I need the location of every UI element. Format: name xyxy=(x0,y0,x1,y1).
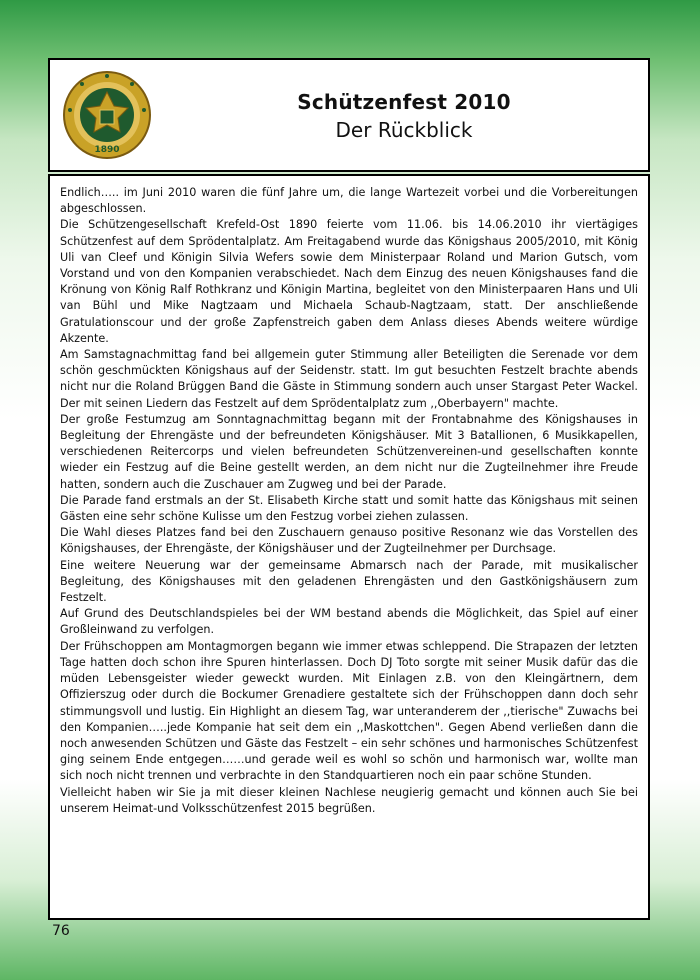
paragraph: Endlich….. im Juni 2010 waren die fünf Jahre um, die lange Wartezeit vorbei und die Vorbereitungen abgeschlossen. xyxy=(60,186,638,216)
paragraph: Auf Grund des Deutschlandspieles bei der WM bestand abends die Möglichkeit, das Spiel auf einer Großleinwand zu verfolgen. xyxy=(60,607,638,637)
page-title: Schützenfest 2010 xyxy=(297,90,511,114)
paragraph: Der große Festumzug am Sonntagnachmittag begann mit der Frontabnahme des Königshauses in Begleitung der Ehrengäste und der befreundeten Königshäuser. Mit 3 Batallionen, 6 Musikkapellen, verschiedenen Reitercorps und vielen befreundeten Schützenvereinen-und gesellschaften konnte wieder ein Festzug auf die Beine gestellt werden, an dem nicht nur die Zugteilnehmer ihre Freude hatten, sondern auch die Zuschauer am Zugweg und bei der Parade. xyxy=(60,412,638,491)
paragraph: Die Schützengesellschaft Krefeld-Ost 1890 feierte vom 11.06. bis 14.06.2010 ihr viertägiges Schützenfest auf dem Sprödentalplatz. Am Freitagabend wurde das Königshaus 2005/2010, mit König Uli van Cleef und Königin Silvia Wefers sowie dem Ministerpaar Roland und Marion Gutsch, vom Vorstand und von den Kompanien verabschiedet. Nach dem Einzug des neuen Königshauses fand die Krönung von König Ralf Rothkranz und Königin Martina, begleitet von den Ministerpaaren Hans und Uli van Bühl und Mike Nagtzaam und Michaela Schaub-Nagtzaam, statt. Der anschließende Gratulationscour und der große Zapfenstreich gaben dem Anlass dieses Abends weitere würdige Akzente. xyxy=(60,218,638,345)
paragraph: Am Samstagnachmittag fand bei allgemein guter Stimmung aller Beteiligten die Serenade vor dem schön geschmückten Königshaus auf der Seidenstr. statt. Im gut besuchten Festzelt brachte abends nicht nur die Roland Brüggen Band die Gäste in Stimmung sondern auch unser Stargast Peter Wackel. Der mit seinen Liedern das Festzelt auf dem Sprödentalplatz zum ,,Oberbayern" machte. xyxy=(60,348,638,410)
association-crest-icon xyxy=(62,70,152,160)
crest-year: 1890 xyxy=(94,145,120,155)
paragraph: Der Frühschoppen am Montagmorgen begann wie immer etwas schleppend. Die Strapazen der letzten Tage hatten doch schon ihre Spuren hinterlassen. Doch DJ Toto sorgte mit seiner Musik dafür das die müden Lebensgeister wieder geweckt wurden. Mit Einlagen z.B. von den Kleingärtnern, dem Offizierszug oder durch die Bockumer Grenadiere gestaltete sich der Frühschoppen dann doch sehr stimmungsvoll und lustig. Ein Highlight an diesem Tag, war unteranderem der ,,tierische" Zuwachs bei den Kompanien…..jede Kompanie hat seit dem ein ,,Maskottchen". Gegen Abend verließen dann die noch anwesenden Schützen und Gäste das Festzelt – ein sehr schönes und harmonisches Schützenfest ging seinem Ende entgegen……und gerade weil es wohl so schön und harmonisch war, wollte man sich noch nicht trennen und verbrachte in den Standquartieren noch ein paar schöne Stunden. xyxy=(60,639,638,783)
page-subtitle: Der Rückblick xyxy=(335,118,473,142)
paragraph: Die Wahl dieses Platzes fand bei den Zuschauern genauso positive Resonanz wie das Vorstellen des Königshauses, der Ehrengäste, der Königshäuser und der Zugteilnehmer per Durchsage. xyxy=(60,526,638,556)
paragraph: Eine weitere Neuerung war der gemeinsame Abmarsch nach der Parade, mit musikalischer Begleitung, des Königshauses mit den geladenen Ehrengästen und den Gastkönigshäusern zum Festzelt. xyxy=(60,558,638,605)
paragraph: Die Parade fand erstmals an der St. Elisabeth Kirche statt und somit hatte das Königshaus mit seinen Gästen eine sehr schöne Kulisse um den Festzug vorbei ziehen zulassen. xyxy=(60,493,638,524)
paragraph: Vielleicht haben wir Sie ja mit dieser kleinen Nachlese neugierig gemacht und können auch Sie bei unserem Heimat-und Volksschützenfest 2015 begrüßen. xyxy=(60,785,638,815)
article-body xyxy=(48,174,650,920)
article-header xyxy=(48,58,650,172)
page-number: 76 xyxy=(52,923,70,939)
